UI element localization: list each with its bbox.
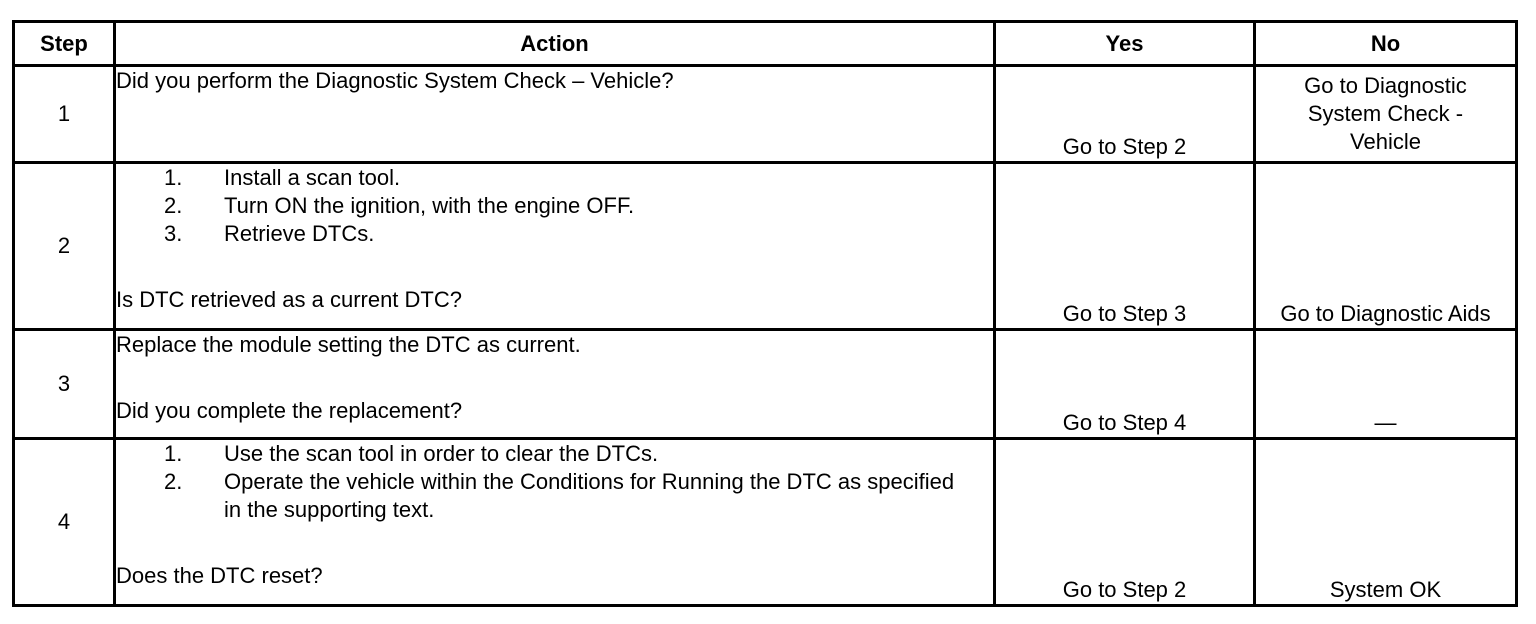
action-cell (115, 163, 995, 330)
list-item (116, 192, 993, 220)
table-row (14, 163, 1517, 330)
list-item-text: Turn ON the ignition, with the engine OFF. (224, 193, 635, 218)
no-cell: — (1255, 330, 1517, 439)
header-yes: Yes (995, 22, 1255, 66)
table-row (14, 439, 1517, 606)
list-item-number: 1. (164, 165, 183, 190)
action-question: Did you complete the replacement? (116, 398, 463, 423)
no-cell: System OK (1255, 439, 1517, 606)
header-no: No (1255, 22, 1517, 66)
table-row (14, 66, 1517, 163)
yes-cell: Go to Step 2 (995, 66, 1255, 163)
list-item-text: Install a scan tool. (224, 165, 401, 190)
list-item-number: 2. (164, 193, 183, 218)
step-number: 1 (14, 66, 115, 163)
list-item-text: Use the scan tool in order to clear the DTCs. (224, 441, 659, 466)
action-steps-list (116, 440, 993, 524)
list-item-number: 2. (164, 469, 183, 494)
step-number: 3 (14, 330, 115, 439)
header-row (14, 22, 1517, 66)
action-steps-list (116, 164, 993, 248)
action-cell (115, 330, 995, 439)
no-cell-text: Go to Diagnostic System Check - Vehicle (1304, 73, 1467, 154)
action-question: Does the DTC reset? (116, 563, 323, 588)
list-item-number: 3. (164, 221, 183, 246)
list-item (116, 164, 993, 192)
yes-cell: Go to Step 2 (995, 439, 1255, 606)
action-cell (115, 439, 995, 606)
diagnostic-table (12, 20, 1518, 607)
header-action: Action (115, 22, 995, 66)
action-cell (115, 66, 995, 163)
yes-cell: Go to Step 4 (995, 330, 1255, 439)
list-item (116, 468, 993, 524)
no-cell: Go to Diagnostic Aids (1255, 163, 1517, 330)
action-question: Is DTC retrieved as a current DTC? (116, 287, 462, 312)
header-step: Step (14, 22, 115, 66)
list-item (116, 220, 993, 248)
yes-cell: Go to Step 3 (995, 163, 1255, 330)
step-number: 4 (14, 439, 115, 606)
action-instruction: Replace the module setting the DTC as current. (116, 332, 581, 357)
list-item-text: Retrieve DTCs. (224, 221, 375, 246)
no-cell (1255, 66, 1517, 163)
list-item-number: 1. (164, 441, 183, 466)
action-question: Did you perform the Diagnostic System Check – Vehicle? (116, 68, 674, 93)
table-row (14, 330, 1517, 439)
list-item (116, 440, 993, 468)
step-number: 2 (14, 163, 115, 330)
list-item-text: Operate the vehicle within the Conditions for Running the DTC as specified in the supporting text. (224, 469, 955, 522)
